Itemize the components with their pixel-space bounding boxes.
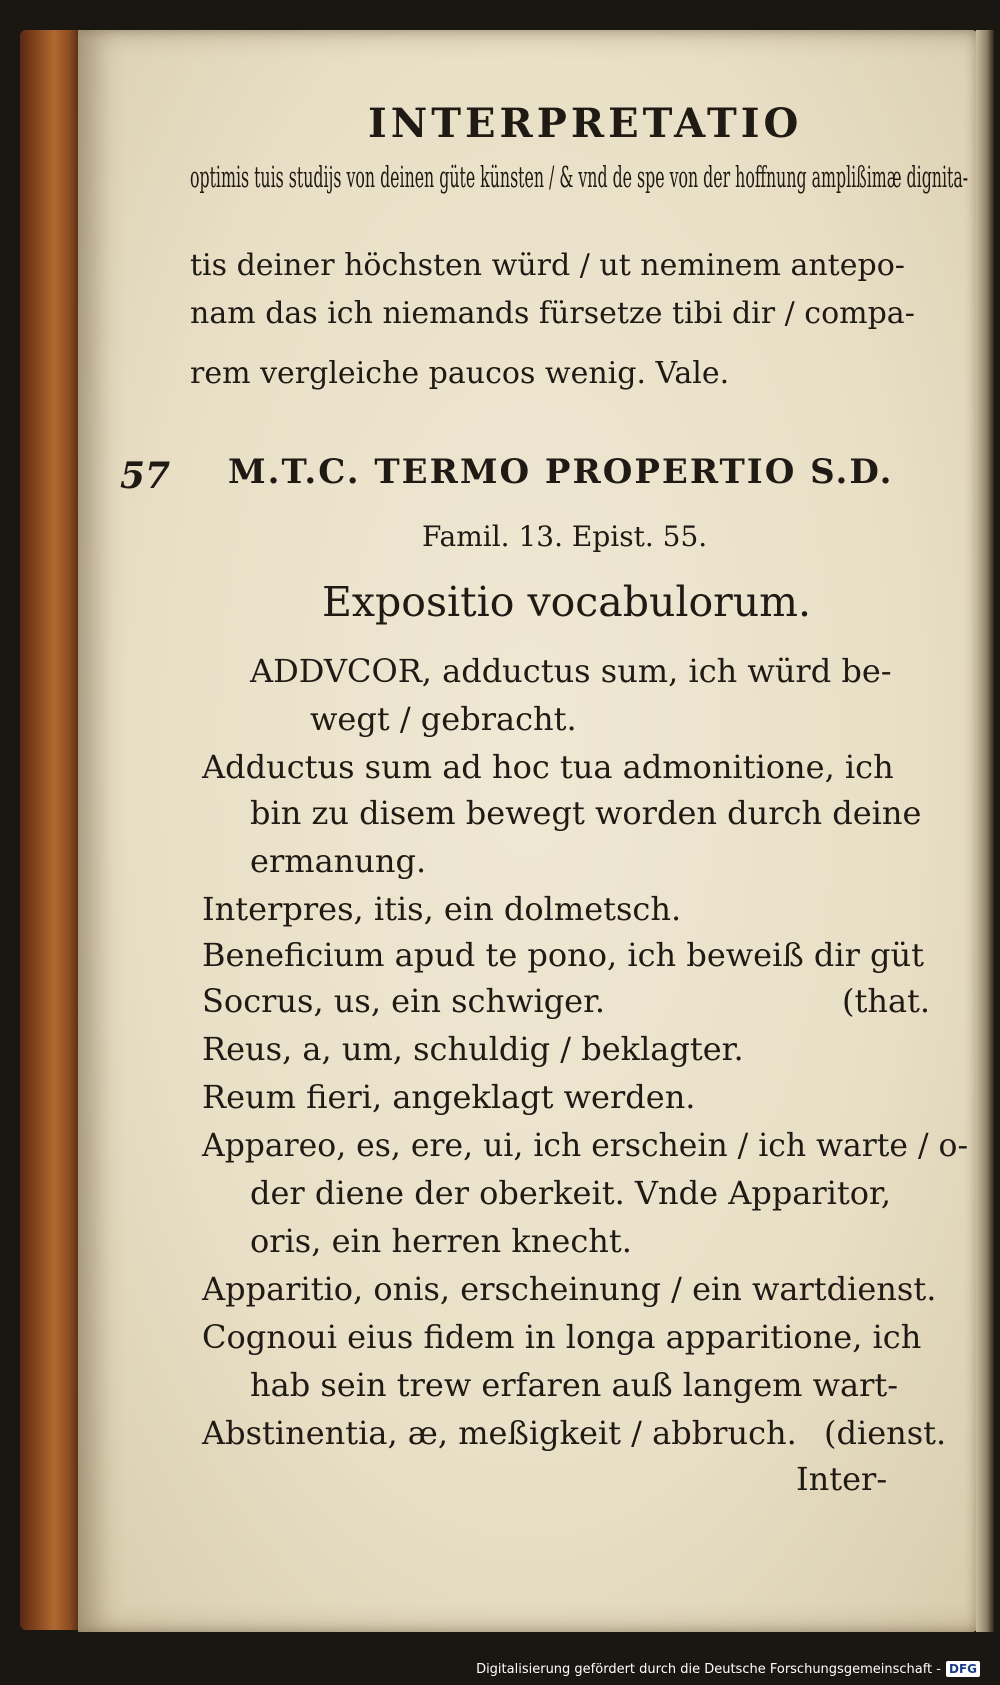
entry-line: Abstinentia, æ, meßigkeit / abbruch. — [202, 1414, 797, 1452]
entry-line: ermanung. — [250, 842, 427, 880]
entry-line: Beneficium apud te pono, ich beweiß dir güt — [202, 936, 924, 974]
catchword: Inter- — [796, 1460, 888, 1498]
entry-line: Socrus, us, ein schwiger. — [202, 982, 606, 1020]
margin-number: 57 — [120, 455, 171, 497]
text-line: nam das ich niemands fürsetze tibi dir / compa- — [190, 296, 915, 331]
entry-line: ADDVCOR, adductus sum, ich würd be- — [250, 652, 892, 690]
running-head: INTERPRETATIO — [368, 100, 803, 147]
entry-line: (that. — [842, 982, 931, 1020]
section-title: Expositio vocabulorum. — [322, 578, 812, 626]
text-line: optimis tuis studijs von deinen güte künsten / & vnd de spe von der hoffnung amplißimæ dignita- — [190, 160, 969, 194]
entry-line: bin zu disem bewegt worden durch deine — [250, 794, 922, 832]
text-line: tis deiner höchsten würd / ut neminem antepo- — [190, 248, 905, 283]
entry-line: wegt / gebracht. — [310, 700, 577, 738]
entry-line: Reum fieri, angeklagt werden. — [202, 1078, 696, 1116]
entry-line: Reus, a, um, schuldig / beklagter. — [202, 1030, 744, 1068]
entry-line: der diene der oberkeit. Vnde Apparitor, — [250, 1174, 891, 1212]
entry-line: Appareo, es, ere, ui, ich erschein / ich warte / o- — [202, 1126, 969, 1164]
entry-line: Cognoui eius fidem in longa apparitione, ich — [202, 1318, 922, 1356]
entry-line: Interpres, itis, ein dolmetsch. — [202, 890, 682, 928]
letter-heading: M.T.C. TERMO PROPERTIO S.D. — [228, 452, 894, 492]
entry-line: Adductus sum ad hoc tua admonitione, ich — [202, 748, 894, 786]
digitization-credit — [476, 1661, 980, 1677]
text-line: rem vergleiche paucos wenig. Vale. — [190, 356, 730, 391]
entry-line: Apparitio, onis, erscheinung / ein wartdienst. — [202, 1270, 937, 1308]
entry-line: hab sein trew erfaren auß langem wart- — [250, 1366, 899, 1404]
dfg-logo: DFG — [946, 1661, 980, 1677]
entry-line: (dienst. — [824, 1414, 947, 1452]
page-edge — [976, 30, 994, 1632]
book-spine — [20, 30, 82, 1630]
entry-line: oris, ein herren knecht. — [250, 1222, 632, 1260]
credit-text: Digitalisierung gefördert durch die Deutsche Forschungsgemeinschaft - — [476, 1661, 941, 1677]
letter-reference: Famil. 13. Epist. 55. — [422, 520, 708, 553]
